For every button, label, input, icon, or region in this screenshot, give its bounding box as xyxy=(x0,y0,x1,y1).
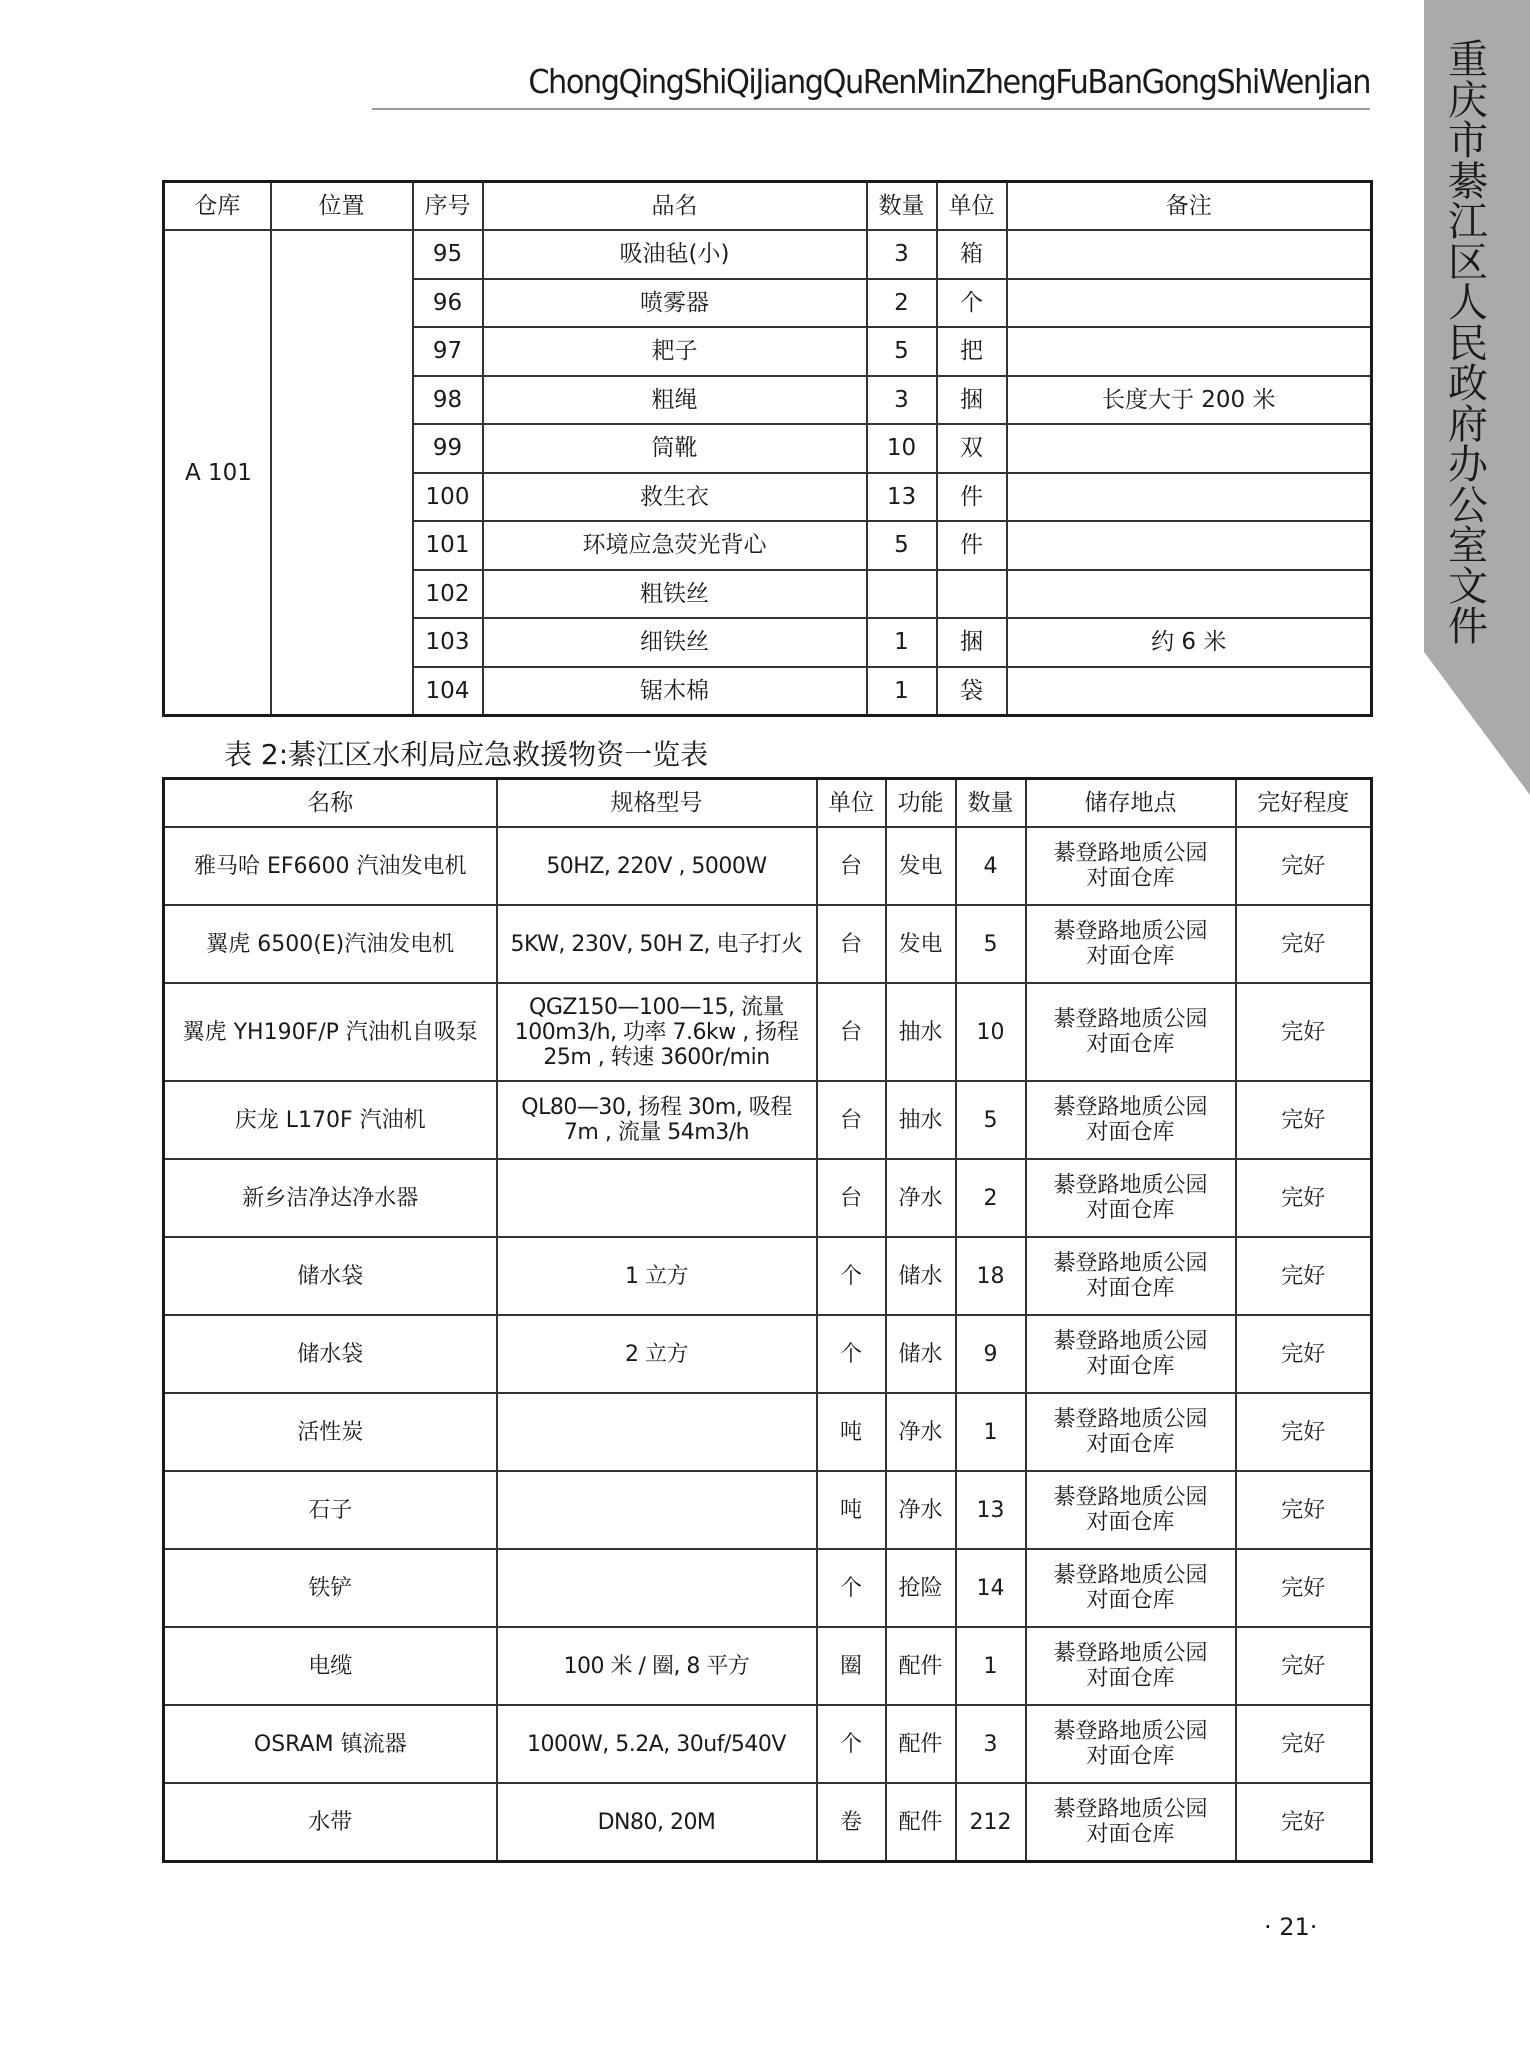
quantity-cell: 1 xyxy=(867,667,937,716)
unit-cell: 捆 xyxy=(937,376,1007,425)
item-name-cell: 粗铁丝 xyxy=(483,570,867,619)
side-banner-text xyxy=(1440,37,1496,650)
page-number: · 21· xyxy=(1264,1913,1318,1941)
unit-cell: 吨 xyxy=(817,1393,886,1471)
table-row xyxy=(164,1159,1372,1237)
quantity-cell: 5 xyxy=(956,905,1026,983)
unit-cell: 个 xyxy=(817,1315,886,1393)
spec-cell: 100 米 / 圈, 8 平方 xyxy=(497,1627,817,1705)
item-name-cell: 喷雾器 xyxy=(483,279,867,328)
location-line: 綦登路地质公园 xyxy=(1053,1563,1208,1588)
storage-location-cell xyxy=(1026,827,1236,905)
table-row xyxy=(164,983,1372,1081)
table-row xyxy=(164,1705,1372,1783)
function-cell: 抽水 xyxy=(886,983,956,1081)
name-cell: 石子 xyxy=(164,1471,497,1549)
function-cell: 配件 xyxy=(886,1783,956,1862)
quantity-cell: 5 xyxy=(867,521,937,570)
unit-cell xyxy=(937,570,1007,619)
location-line: 对面仓库 xyxy=(1086,1276,1175,1301)
table-header-row xyxy=(164,182,1372,231)
condition-cell: 完好 xyxy=(1236,1237,1372,1315)
side-char: 政 xyxy=(1448,361,1488,407)
storage-location-cell xyxy=(1026,1315,1236,1393)
name-cell: OSRAM 镇流器 xyxy=(164,1705,497,1783)
number-cell: 104 xyxy=(413,667,483,716)
item-name-cell: 粗绳 xyxy=(483,376,867,425)
spec-cell xyxy=(497,1159,817,1237)
table-row xyxy=(164,1237,1372,1315)
location-line: 对面仓库 xyxy=(1086,1510,1175,1535)
quantity-cell: 10 xyxy=(956,983,1026,1081)
location-line: 对面仓库 xyxy=(1086,1032,1175,1057)
location-line: 綦登路地质公园 xyxy=(1053,1251,1208,1276)
quantity-cell: 14 xyxy=(956,1549,1026,1627)
table-header-row xyxy=(164,779,1372,828)
unit-cell: 个 xyxy=(817,1237,886,1315)
remarks-cell: 长度大于 200 米 xyxy=(1007,376,1372,425)
name-cell: 庆龙 L170F 汽油机 xyxy=(164,1081,497,1159)
column-header-name: 名称 xyxy=(164,779,497,828)
table-row xyxy=(164,1393,1372,1471)
condition-cell: 完好 xyxy=(1236,1627,1372,1705)
unit-cell: 台 xyxy=(817,1081,886,1159)
name-cell: 新乡洁净达净水器 xyxy=(164,1159,497,1237)
column-header-location: 位置 xyxy=(271,182,413,231)
name-cell: 储水袋 xyxy=(164,1237,497,1315)
location-line: 綦登路地质公园 xyxy=(1053,1719,1208,1744)
quantity-cell: 1 xyxy=(956,1393,1026,1471)
item-name-cell: 耙子 xyxy=(483,327,867,376)
quantity-cell: 18 xyxy=(956,1237,1026,1315)
item-name-cell: 救生衣 xyxy=(483,473,867,522)
side-char: 室 xyxy=(1448,523,1488,569)
quantity-cell: 13 xyxy=(867,473,937,522)
column-header-number: 序号 xyxy=(413,182,483,231)
quantity-cell: 4 xyxy=(956,827,1026,905)
spec-cell: 50HZ, 220V , 5000W xyxy=(497,827,817,905)
name-cell: 水带 xyxy=(164,1783,497,1862)
side-char: 办 xyxy=(1448,442,1488,488)
warehouse-cell: A 101 xyxy=(164,230,271,716)
function-cell: 净水 xyxy=(886,1471,956,1549)
condition-cell: 完好 xyxy=(1236,1393,1372,1471)
condition-cell: 完好 xyxy=(1236,1159,1372,1237)
quantity-cell xyxy=(867,570,937,619)
number-cell: 100 xyxy=(413,473,483,522)
table-row xyxy=(164,1627,1372,1705)
quantity-cell: 9 xyxy=(956,1315,1026,1393)
function-cell: 抽水 xyxy=(886,1081,956,1159)
location-line: 綦登路地质公园 xyxy=(1053,841,1208,866)
name-cell: 电缆 xyxy=(164,1627,497,1705)
column-header-remarks: 备注 xyxy=(1007,182,1372,231)
unit-cell: 件 xyxy=(937,473,1007,522)
storage-location-cell xyxy=(1026,1549,1236,1627)
condition-cell: 完好 xyxy=(1236,1471,1372,1549)
item-name-cell: 环境应急荧光背心 xyxy=(483,521,867,570)
name-cell: 雅马哈 EF6600 汽油发电机 xyxy=(164,827,497,905)
remarks-cell: 约 6 米 xyxy=(1007,618,1372,667)
spec-cell: 2 立方 xyxy=(497,1315,817,1393)
column-header-quantity: 数量 xyxy=(956,779,1026,828)
quantity-cell: 2 xyxy=(956,1159,1026,1237)
function-cell: 储水 xyxy=(886,1315,956,1393)
quantity-cell: 5 xyxy=(867,327,937,376)
remarks-cell xyxy=(1007,570,1372,619)
function-cell: 配件 xyxy=(886,1705,956,1783)
spec-cell: QGZ150—100—15, 流量 100m3/h, 功率 7.6kw , 扬程 25m , 转速 3600r/min xyxy=(497,983,817,1081)
location-line: 对面仓库 xyxy=(1086,1822,1175,1847)
side-char: 綦 xyxy=(1448,158,1488,205)
quantity-cell: 3 xyxy=(956,1705,1026,1783)
item-name-cell: 细铁丝 xyxy=(483,618,867,667)
unit-cell: 台 xyxy=(817,983,886,1081)
unit-cell: 卷 xyxy=(817,1783,886,1862)
column-header-condition: 完好程度 xyxy=(1236,779,1372,828)
side-char: 江 xyxy=(1448,199,1488,245)
location-line: 綦登路地质公园 xyxy=(1053,1095,1208,1120)
side-char: 府 xyxy=(1448,401,1488,448)
location-line: 綦登路地质公园 xyxy=(1053,1007,1208,1032)
quantity-cell: 3 xyxy=(867,230,937,279)
side-char: 民 xyxy=(1448,320,1488,367)
spec-cell: 5KW, 230V, 50H Z, 电子打火 xyxy=(497,905,817,983)
remarks-cell xyxy=(1007,424,1372,473)
quantity-cell: 10 xyxy=(867,424,937,473)
table-row xyxy=(164,1315,1372,1393)
storage-location-cell xyxy=(1026,1705,1236,1783)
storage-location-cell xyxy=(1026,1393,1236,1471)
column-header-warehouse: 仓库 xyxy=(164,182,271,231)
warehouse-inventory-table xyxy=(162,180,1373,717)
location-line: 对面仓库 xyxy=(1086,1198,1175,1223)
quantity-cell: 1 xyxy=(867,618,937,667)
storage-location-cell xyxy=(1026,1237,1236,1315)
number-cell: 98 xyxy=(413,376,483,425)
remarks-cell xyxy=(1007,521,1372,570)
function-cell: 净水 xyxy=(886,1393,956,1471)
side-char: 人 xyxy=(1448,280,1488,326)
location-line: 綦登路地质公园 xyxy=(1053,919,1208,944)
storage-location-cell xyxy=(1026,905,1236,983)
number-cell: 99 xyxy=(413,424,483,473)
unit-cell: 个 xyxy=(817,1705,886,1783)
location-line: 对面仓库 xyxy=(1086,944,1175,969)
spec-cell: DN80, 20M xyxy=(497,1783,817,1862)
location-line: 对面仓库 xyxy=(1086,1666,1175,1691)
quantity-cell: 3 xyxy=(867,376,937,425)
name-cell: 铁铲 xyxy=(164,1549,497,1627)
storage-location-cell xyxy=(1026,1159,1236,1237)
storage-location-cell xyxy=(1026,1081,1236,1159)
unit-cell: 捆 xyxy=(937,618,1007,667)
unit-cell: 台 xyxy=(817,905,886,983)
location-line: 对面仓库 xyxy=(1086,1120,1175,1145)
function-cell: 发电 xyxy=(886,827,956,905)
quantity-cell: 1 xyxy=(956,1627,1026,1705)
header-divider xyxy=(372,108,1370,110)
spec-cell xyxy=(497,1393,817,1471)
side-char: 庆 xyxy=(1448,77,1488,124)
spec-cell: 1 立方 xyxy=(497,1237,817,1315)
column-header-unit: 单位 xyxy=(817,779,886,828)
header-title: ChongQingShiQiJiangQuRenMinZhengFuBanGongShiWenJian xyxy=(528,62,1370,101)
table-row xyxy=(164,827,1372,905)
quantity-cell: 2 xyxy=(867,279,937,328)
table-row xyxy=(164,1549,1372,1627)
unit-cell: 台 xyxy=(817,827,886,905)
location-line: 对面仓库 xyxy=(1086,1354,1175,1379)
condition-cell: 完好 xyxy=(1236,983,1372,1081)
unit-cell: 台 xyxy=(817,1159,886,1237)
condition-cell: 完好 xyxy=(1236,827,1372,905)
remarks-cell xyxy=(1007,667,1372,716)
location-line: 綦登路地质公园 xyxy=(1053,1641,1208,1666)
table2-caption: 表 2:綦江区水利局应急救援物资一览表 xyxy=(224,738,709,771)
condition-cell: 完好 xyxy=(1236,1783,1372,1862)
side-char: 区 xyxy=(1448,239,1488,286)
location-line: 綦登路地质公园 xyxy=(1053,1485,1208,1510)
number-cell: 103 xyxy=(413,618,483,667)
number-cell: 96 xyxy=(413,279,483,328)
side-char: 文 xyxy=(1448,563,1488,610)
location-line: 綦登路地质公园 xyxy=(1053,1173,1208,1198)
item-name-cell: 吸油毡(小) xyxy=(483,230,867,279)
spec-cell: QL80—30, 扬程 30m, 吸程 7m , 流量 54m3/h xyxy=(497,1081,817,1159)
condition-cell: 完好 xyxy=(1236,1081,1372,1159)
condition-cell: 完好 xyxy=(1236,1705,1372,1783)
spec-cell: 1000W, 5.2A, 30uf/540V xyxy=(497,1705,817,1783)
column-header-item-name: 品名 xyxy=(483,182,867,231)
table-row xyxy=(164,1783,1372,1862)
location-line: 对面仓库 xyxy=(1086,1588,1175,1613)
unit-cell: 个 xyxy=(937,279,1007,328)
unit-cell: 个 xyxy=(817,1549,886,1627)
function-cell: 净水 xyxy=(886,1159,956,1237)
table-row xyxy=(164,905,1372,983)
quantity-cell: 212 xyxy=(956,1783,1026,1862)
item-name-cell: 锯木棉 xyxy=(483,667,867,716)
remarks-cell xyxy=(1007,327,1372,376)
side-char: 重 xyxy=(1448,37,1488,83)
condition-cell: 完好 xyxy=(1236,1315,1372,1393)
function-cell: 发电 xyxy=(886,905,956,983)
column-header-unit: 单位 xyxy=(937,182,1007,231)
name-cell: 活性炭 xyxy=(164,1393,497,1471)
location-line: 綦登路地质公园 xyxy=(1053,1407,1208,1432)
number-cell: 101 xyxy=(413,521,483,570)
storage-location-cell xyxy=(1026,1783,1236,1862)
remarks-cell xyxy=(1007,473,1372,522)
unit-cell: 圈 xyxy=(817,1627,886,1705)
column-header-spec: 规格型号 xyxy=(497,779,817,828)
unit-cell: 吨 xyxy=(817,1471,886,1549)
number-cell: 102 xyxy=(413,570,483,619)
storage-location-cell xyxy=(1026,1627,1236,1705)
spec-cell xyxy=(497,1471,817,1549)
location-line: 綦登路地质公园 xyxy=(1053,1329,1208,1354)
table-row xyxy=(164,1081,1372,1159)
quantity-cell: 13 xyxy=(956,1471,1026,1549)
unit-cell: 双 xyxy=(937,424,1007,473)
unit-cell: 袋 xyxy=(937,667,1007,716)
item-name-cell: 筒靴 xyxy=(483,424,867,473)
unit-cell: 箱 xyxy=(937,230,1007,279)
storage-location-cell xyxy=(1026,983,1236,1081)
remarks-cell xyxy=(1007,230,1372,279)
emergency-supplies-table xyxy=(162,777,1373,1863)
side-char: 件 xyxy=(1448,604,1488,650)
column-header-quantity: 数量 xyxy=(867,182,937,231)
spec-cell xyxy=(497,1549,817,1627)
condition-cell: 完好 xyxy=(1236,905,1372,983)
unit-cell: 把 xyxy=(937,327,1007,376)
number-cell: 95 xyxy=(413,230,483,279)
name-cell: 翼虎 YH190F/P 汽油机自吸泵 xyxy=(164,983,497,1081)
table-row xyxy=(164,230,1372,279)
unit-cell: 件 xyxy=(937,521,1007,570)
location-cell xyxy=(271,230,413,716)
column-header-storage-location: 储存地点 xyxy=(1026,779,1236,828)
function-cell: 抢险 xyxy=(886,1549,956,1627)
condition-cell: 完好 xyxy=(1236,1549,1372,1627)
name-cell: 翼虎 6500(E)汽油发电机 xyxy=(164,905,497,983)
location-line: 对面仓库 xyxy=(1086,866,1175,891)
remarks-cell xyxy=(1007,279,1372,328)
function-cell: 储水 xyxy=(886,1237,956,1315)
location-line: 对面仓库 xyxy=(1086,1432,1175,1457)
function-cell: 配件 xyxy=(886,1627,956,1705)
table-row xyxy=(164,1471,1372,1549)
quantity-cell: 5 xyxy=(956,1081,1026,1159)
side-char: 市 xyxy=(1448,118,1488,164)
location-line: 对面仓库 xyxy=(1086,1744,1175,1769)
name-cell: 储水袋 xyxy=(164,1315,497,1393)
number-cell: 97 xyxy=(413,327,483,376)
column-header-function: 功能 xyxy=(886,779,956,828)
side-char: 公 xyxy=(1448,482,1488,529)
location-line: 綦登路地质公园 xyxy=(1053,1797,1208,1822)
storage-location-cell xyxy=(1026,1471,1236,1549)
